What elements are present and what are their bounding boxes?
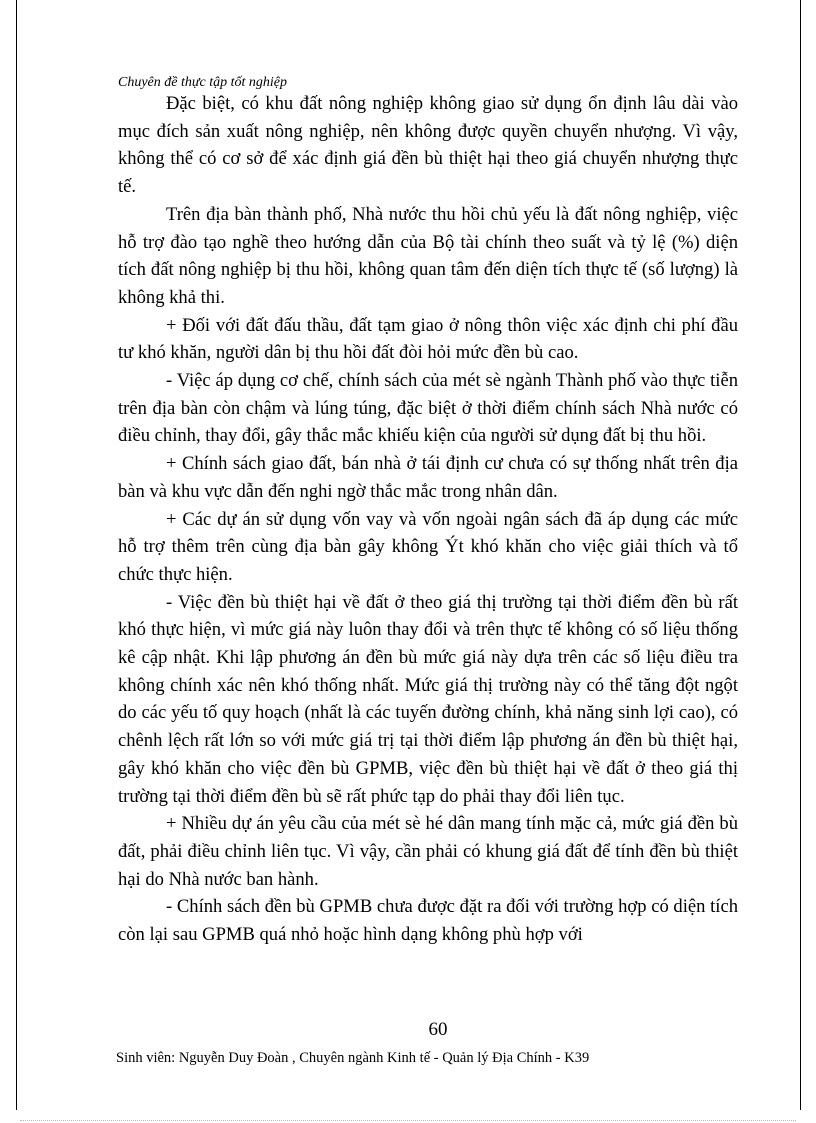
page-border-left (16, 0, 17, 1110)
paragraph: + Các dự án sử dụng vốn vay và vốn ngoài ngân sách đã áp dụng các mức hỗ trợ thêm trên cùng địa bàn gây không Ýt khó khăn cho việc giải thích và tổ chức thực hiện. (118, 508, 738, 585)
paragraph: Trên địa bàn thành phố, Nhà nước thu hồi chủ yếu là đất nông nghiệp, việc hỗ trợ đào tạo nghề theo hướng dẫn của Bộ tài chính theo suất và tỷ lệ (%) diện tích đất nông nghiệp bị thu hồi, không quan tâm đến diện tích thực tế (số lượng) là không khả thi. (118, 203, 738, 308)
paragraph: - Chính sách đền bù GPMB chưa được đặt ra đối với trường hợp có diện tích còn lại sau GPMB quá nhỏ hoặc hình dạng không phù hợp với (118, 896, 738, 946)
paragraph: - Việc áp dụng cơ chế, chính sách của mét sè ngành Thành phố vào thực tiễn trên địa bàn còn chậm và lúng túng, đặc biệt ở thời điểm chính sách Nhà nước có điều chỉnh, thay đổi, gây thắc mắc khiếu kiện của người sử dụng đất bị thu hồi. (118, 370, 738, 447)
document-header: Chuyên đề thực tập tốt nghiệp (118, 75, 287, 90)
paragraph: + Nhiều dự án yêu cầu của mét sè hé dân mang tính mặc cả, mức giá đền bù đất, phải điều chỉnh liên tục. Vì vậy, cần phải có khung giá đất để tính đền bù thiệt hại do Nhà nước ban hành. (118, 813, 738, 890)
page-border-right (800, 0, 801, 1110)
paragraph: + Đối với đất đấu thầu, đất tạm giao ở nông thôn việc xác định chi phí đầu tư khó khăn, người dân bị thu hồi đất đòi hỏi mức đền bù cao. (118, 314, 738, 364)
document-body (118, 90, 738, 949)
page-number: 60 (428, 1019, 448, 1040)
document-footer: Sinh viên: Nguyễn Duy Đoàn , Chuyên ngành Kinh tế - Quản lý Địa Chính - K39 (116, 1050, 590, 1066)
paragraph: Đặc biệt, có khu đất nông nghiệp không giao sử dụng ổn định lâu dài vào mục đích sản xuất nông nghiệp, nên không được quyền chuyển nhượng. Vì vậy, không thể có cơ sở để xác định giá đền bù thiệt hại theo giá chuyển nhượng thực tế. (118, 93, 738, 198)
paragraph: - Việc đền bù thiệt hại về đất ở theo giá thị trường tại thời điểm đền bù rất khó thực hiện, vì mức giá này luôn thay đổi và trên thực tế không có số liệu thống kê cập nhật. Khi lập phương án đền bù mức giá này dựa trên các số liệu điều tra không chính xác nên khó thống nhất. Mức giá thị trường này có thể tăng đột ngột do các yếu tố quy hoạch (nhất là các tuyến đường chính, khả năng sinh lợi cao), có chênh lệch rất lớn so với mức giá trị tại thời điểm lập phương án đền bù thiệt hại, gây khó khăn cho việc đền bù GPMB, việc đền bù thiệt hại về đất ở theo giá thị trường tại thời điểm đền bù sẽ rất phức tạp do phải thay đổi liên tục. (118, 591, 738, 807)
paragraph: + Chính sách giao đất, bán nhà ở tái định cư chưa có sự thống nhất trên địa bàn và khu vực dẫn đến nghi ngờ thắc mắc trong nhân dân. (118, 453, 738, 502)
page-bottom-edge (20, 1120, 796, 1121)
